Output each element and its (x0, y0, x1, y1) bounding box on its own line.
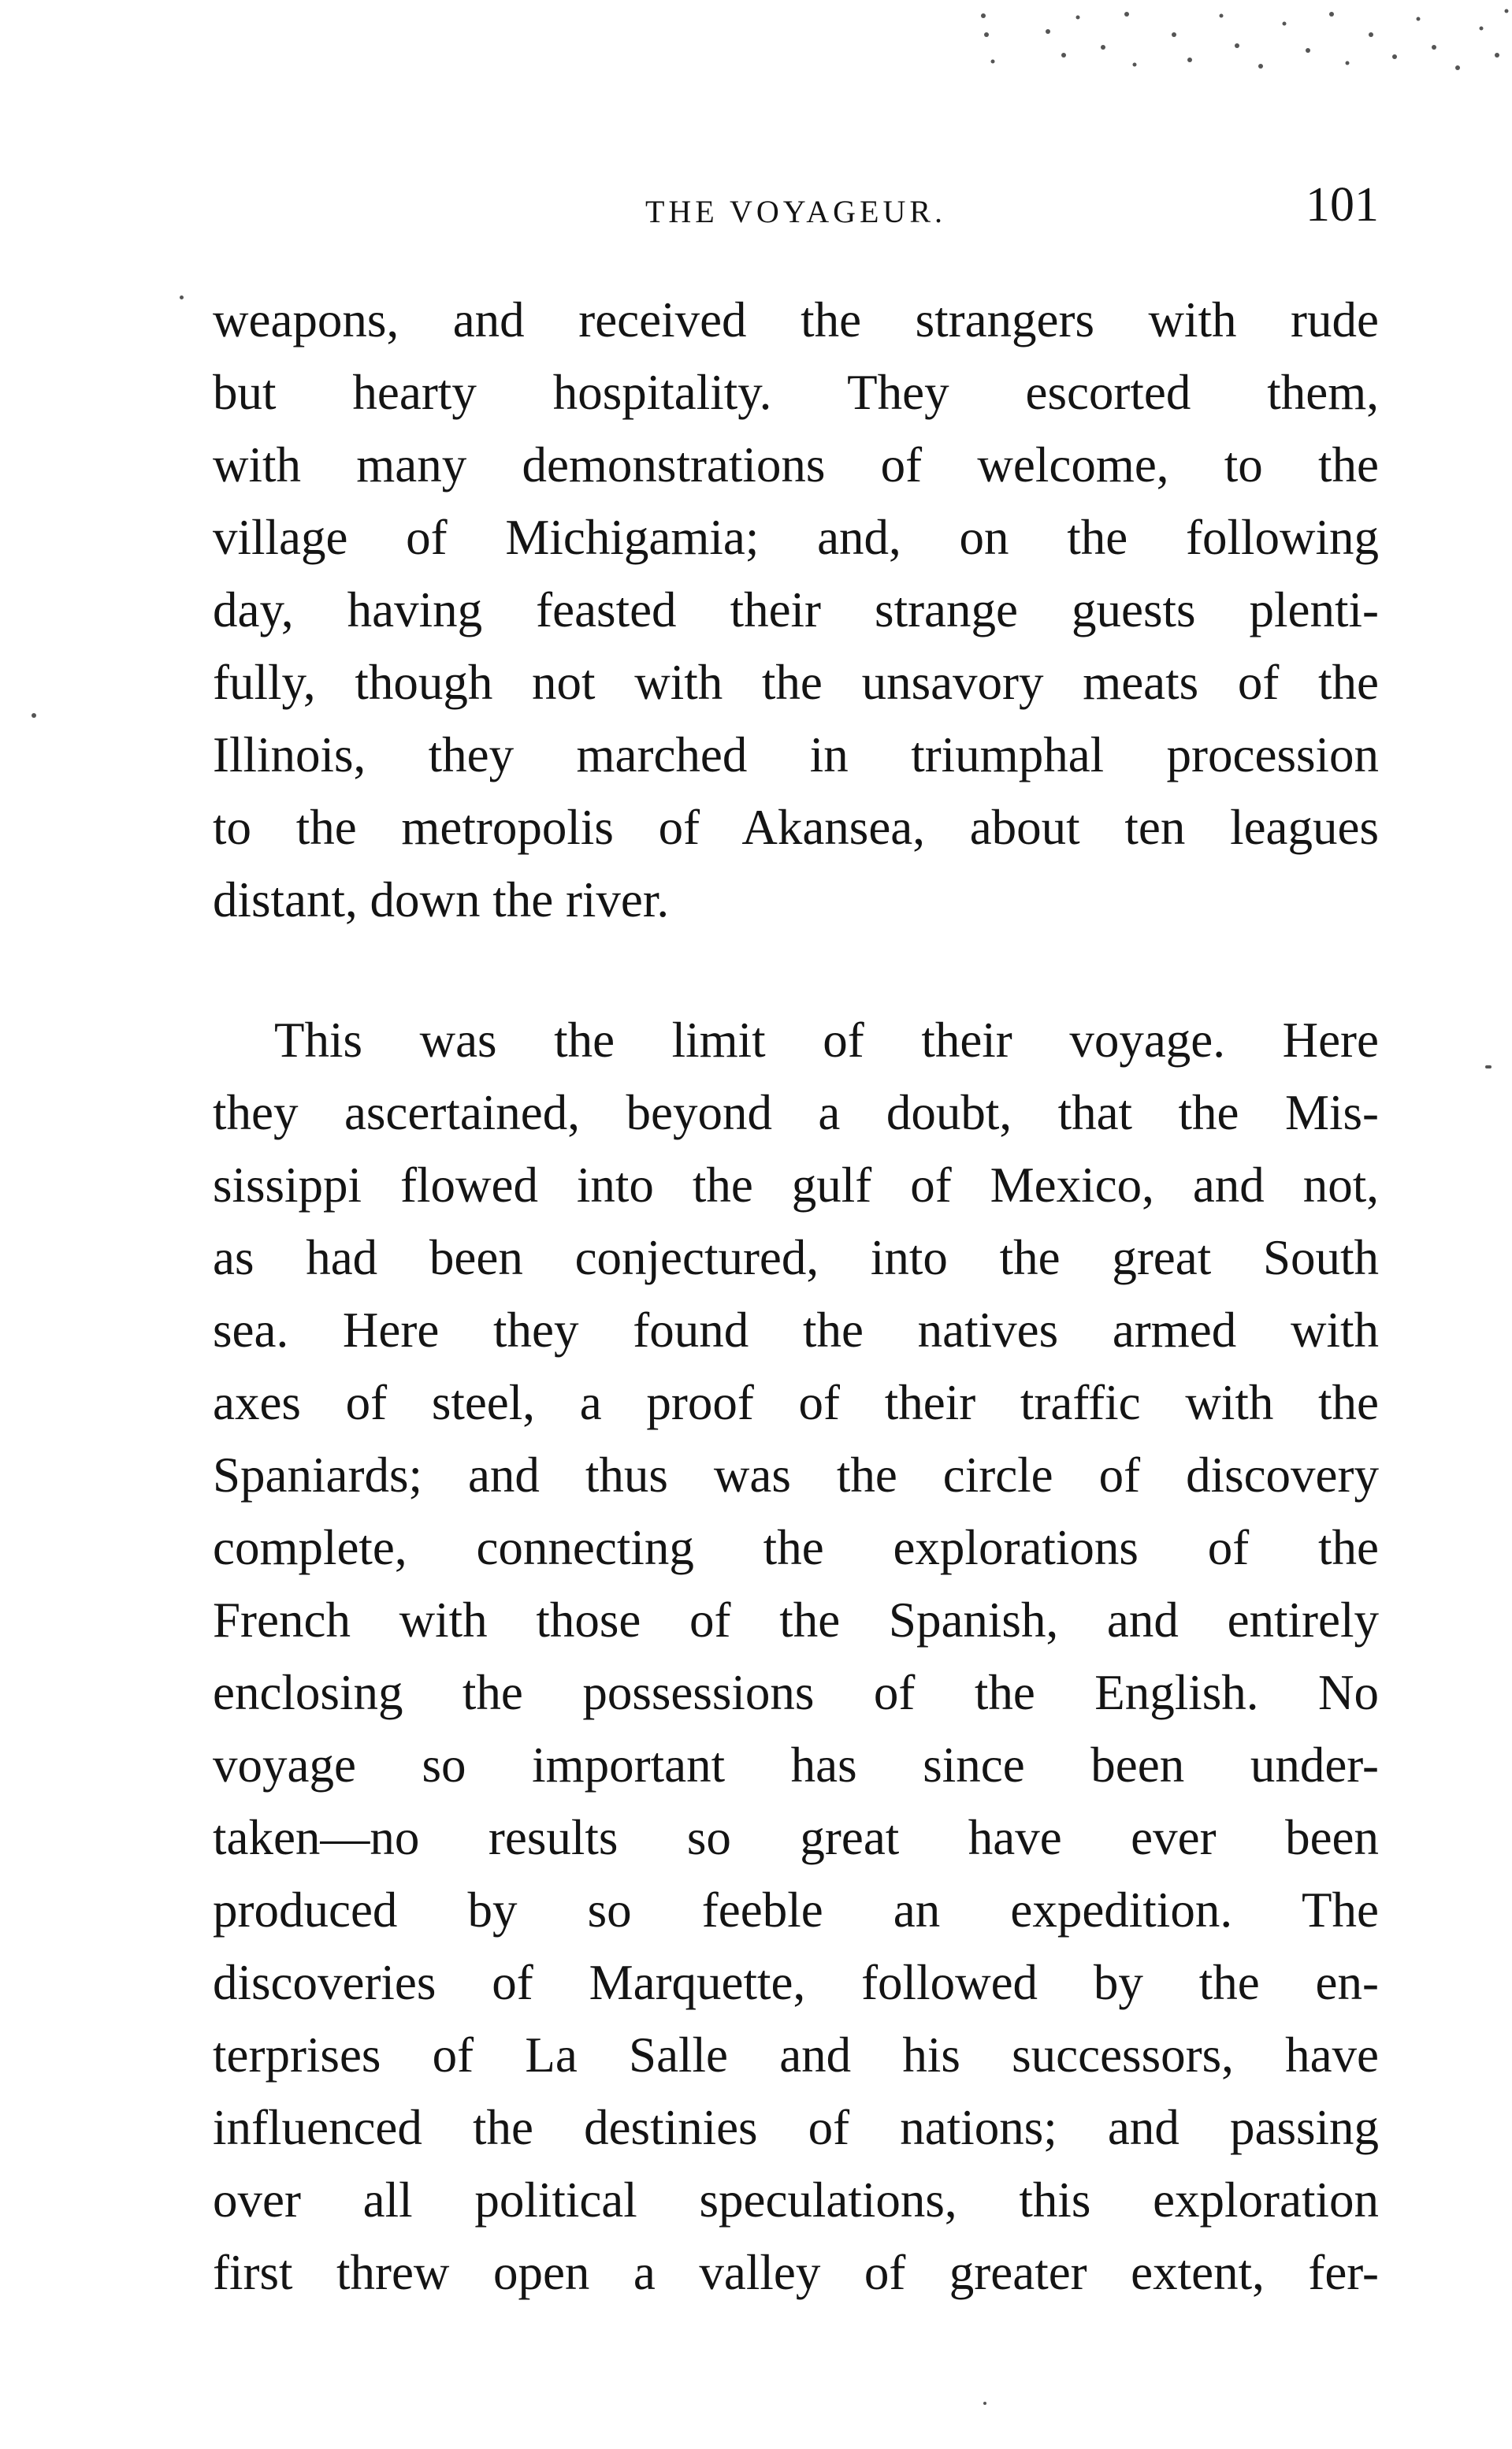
text-line: complete, connecting the explorations of the (213, 1520, 1379, 1575)
text-line: as had been conjectured, into the great South (213, 1230, 1379, 1285)
text-line: terprises of La Salle and his successors, have (213, 2027, 1379, 2083)
text-line: to the metropolis of Akansea, about ten leagues (213, 800, 1379, 855)
text-line: over all political speculations, this exploration (213, 2172, 1379, 2228)
text-line: sissippi flowed into the gulf of Mexico, and not, (213, 1158, 1379, 1213)
text-line: but hearty hospitality. They escorted them, (213, 365, 1379, 420)
paragraph (213, 1004, 1379, 2309)
margin-speck (1485, 1065, 1492, 1068)
margin-speck (180, 295, 184, 299)
paragraph (213, 284, 1379, 936)
text-line: weapons, and received the strangers with rude (213, 292, 1379, 347)
text-line: enclosing the possessions of the English. No (213, 1665, 1379, 1720)
text-line: Illinois, they marched in triumphal procession (213, 727, 1379, 782)
text-line: day, having feasted their strange guests plenti- (213, 582, 1379, 637)
text-line: village of Michigamia; and, on the following (213, 510, 1379, 565)
text-line: first threw open a valley of greater extent, fer- (213, 2245, 1379, 2300)
text-line: with many demonstrations of welcome, to the (213, 437, 1379, 492)
page-header (213, 177, 1379, 248)
text-line: axes of steel, a proof of their traffic with the (213, 1375, 1379, 1430)
text-line: fully, though not with the unsavory meats of the (213, 655, 1379, 710)
text-line: distant, down the river. (213, 872, 670, 927)
text-line: they ascertained, beyond a doubt, that the Mis- (213, 1085, 1379, 1140)
page-number: 101 (1306, 178, 1379, 232)
margin-speck (32, 713, 36, 718)
text-line: discoveries of Marquette, followed by the en- (213, 1955, 1379, 2010)
text-line: voyage so important has since been under- (213, 1737, 1379, 1793)
text-line: French with those of the Spanish, and entirely (213, 1592, 1379, 1648)
running-title: THE VOYAGEUR. (645, 194, 947, 229)
paragraph-gap (213, 936, 1379, 1004)
print-speckles (945, 0, 1512, 87)
text-line: This was the limit of their voyage. Here (274, 1013, 1379, 1068)
body-text (213, 284, 1379, 2309)
text-line: sea. Here they found the natives armed with (213, 1303, 1379, 1358)
text-line: Spaniards; and thus was the circle of discovery (213, 1447, 1379, 1503)
margin-speck (983, 2402, 986, 2405)
text-line: influenced the destinies of nations; and passing (213, 2100, 1379, 2155)
text-line: taken—no results so great have ever been (213, 1810, 1379, 1865)
text-line: produced by so feeble an expedition. The (213, 1882, 1379, 1938)
